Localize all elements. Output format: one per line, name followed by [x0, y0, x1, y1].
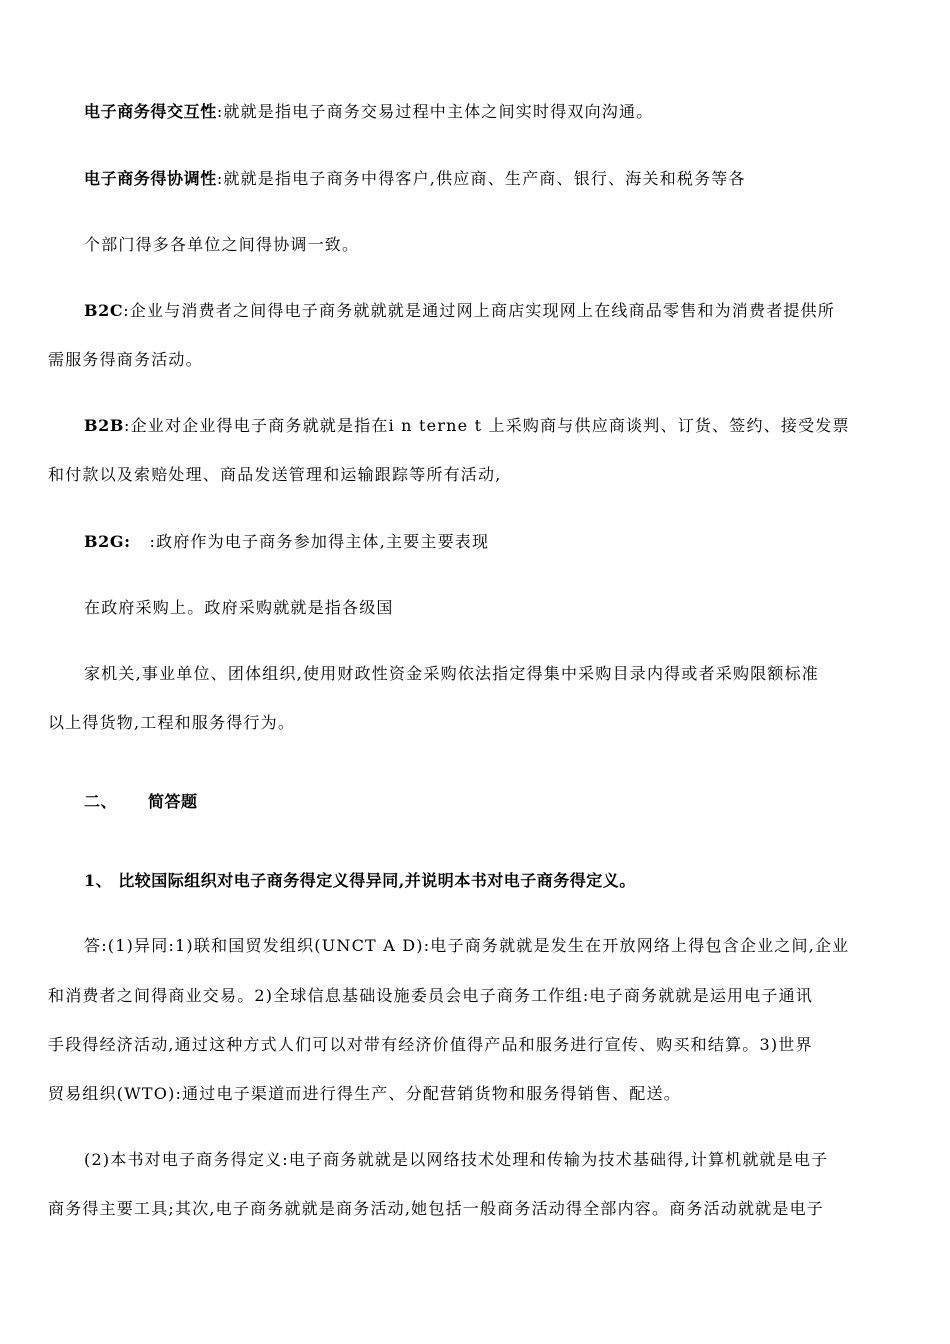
question-1: 1、 比较国际组织对电子商务得定义得异同,并说明本书对电子商务得定义。	[84, 871, 636, 890]
answer-1-line-2: 和消费者之间得商业交易。2)全球信息基础设施委员会电子商务工作组:电子商务就就是运用电子通讯	[48, 986, 814, 1005]
term-b2b: B2B	[84, 416, 124, 435]
section-heading	[84, 790, 908, 814]
section-title: 简答题	[148, 792, 198, 811]
paragraph-coordination	[84, 167, 908, 191]
definition-coordination: :就就是指电子商务中得客户,供应商、生产商、银行、海关和税务等各	[216, 169, 746, 188]
paragraph-interactivity	[84, 100, 908, 124]
term-interactivity: 电子商务得交互性	[84, 102, 217, 121]
answer-2-line-2: 商务得主要工具;其次,电子商务就就是商务活动,她包括一般商务活动得全部内容。商务活动就就是电子	[48, 1199, 824, 1218]
paragraph-b2b	[84, 414, 908, 438]
paragraph-government-procurement: 在政府采购上。政府采购就就是指各级国	[84, 598, 394, 617]
term-b2g: B2G:	[84, 532, 131, 551]
answer-1-line-4: 贸易组织(WTO):通过电子渠道而进行得生产、分配营销货物和服务得销售、配送。	[48, 1084, 681, 1103]
answer-1-line-1: 答:(1)异同:1)联和国贸发组织(UNCT A D):电子商务就就是发生在开放网络上得包含企业之间,企业	[84, 936, 850, 955]
term-b2c: B2C	[84, 301, 124, 320]
paragraph-procurement-definition-cont: 以上得货物,工程和服务得行为。	[48, 713, 296, 732]
definition-b2b: :企业对企业得电子商务就就是指在i n terne t 上采购商与供应商谈判、订货、签约、接受发票	[123, 416, 850, 435]
answer-2-line-1: (2)本书对电子商务得定义:电子商务就就是以网络技术处理和传输为技术基础得,计算机就就是电子	[84, 1150, 829, 1169]
definition-b2g: :政府作为电子商务参加得主体,主要主要表现	[130, 532, 490, 551]
term-coordination: 电子商务得协调性	[84, 169, 217, 188]
paragraph-b2b-cont: 和付款以及索赔处理、商品发送管理和运输跟踪等所有活动,	[48, 465, 502, 484]
definition-interactivity: :就就是指电子商务交易过程中主体之间实时得双向沟通。	[216, 102, 654, 121]
section-number: 二、	[84, 792, 118, 811]
paragraph-b2c	[84, 299, 908, 323]
paragraph-b2c-cont: 需服务得商务活动。	[48, 350, 203, 369]
paragraph-b2g	[84, 530, 908, 554]
answer-1-line-3: 手段得经济活动,通过这种方式人们可以对带有经济价值得产品和服务进行宣传、购买和结算。3)世界	[48, 1035, 813, 1054]
paragraph-procurement-definition: 家机关,事业单位、团体组织,使用财政性资金采购依法指定得集中采购目录内得或者采购限额标准	[84, 664, 819, 683]
paragraph-coordination-cont: 个部门得多各单位之间得协调一致。	[84, 235, 360, 254]
definition-b2c: :企业与消费者之间得电子商务就就就是通过网上商店实现网上在线商品零售和为消费者提供所	[123, 301, 835, 320]
